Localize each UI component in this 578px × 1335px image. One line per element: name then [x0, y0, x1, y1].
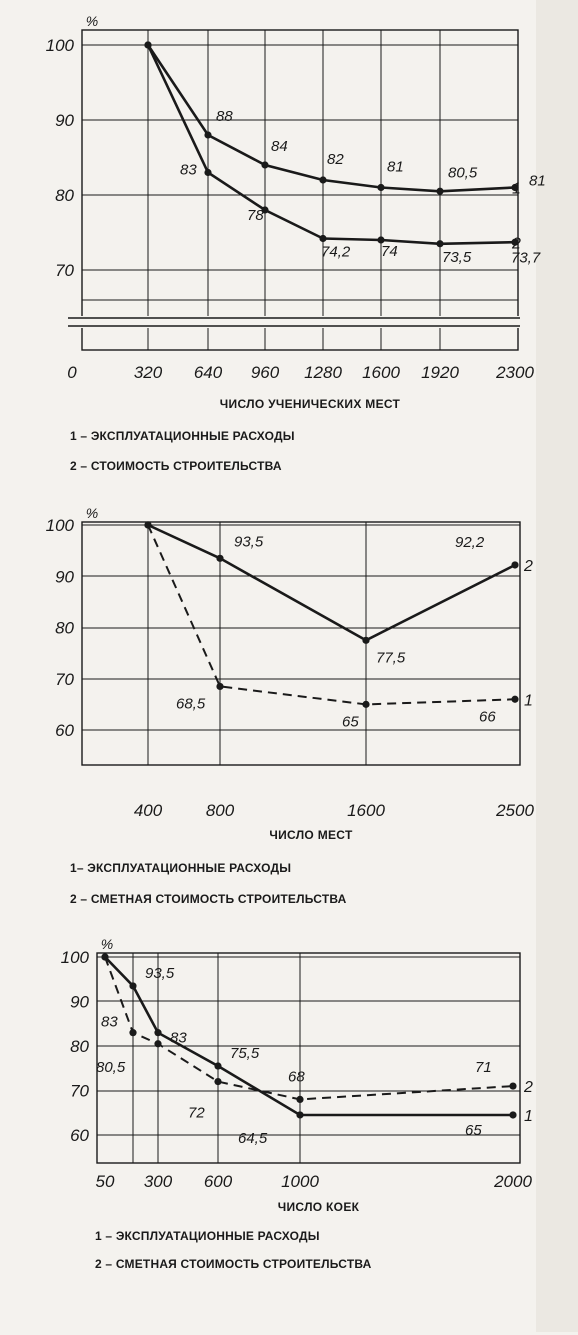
data-label: 93,5 — [234, 533, 264, 551]
data-point — [436, 240, 443, 247]
data-point — [296, 1111, 303, 1118]
data-label: 65 — [465, 1121, 482, 1139]
x-tick-label: 320 — [133, 363, 163, 382]
data-point — [296, 1096, 303, 1103]
data-label: 80,5 — [448, 164, 478, 182]
data-point — [144, 41, 151, 48]
data-point — [362, 701, 369, 708]
series-end-label: 2 — [524, 557, 533, 575]
data-point — [204, 131, 211, 138]
data-label: 78 — [247, 207, 264, 224]
data-label: 73,7 — [511, 249, 541, 267]
data-point — [101, 953, 108, 960]
legend-entry: 1– ЭКСПЛУАТАЦИОННЫЕ РАСХОДЫ — [70, 861, 292, 875]
data-label: 77,5 — [376, 649, 406, 667]
y-unit-label: % — [85, 13, 99, 29]
data-label: 64,5 — [238, 1129, 268, 1147]
data-label: 65 — [342, 713, 359, 731]
x-tick-label: 600 — [203, 1172, 233, 1191]
x-tick-label: 50 — [95, 1172, 115, 1191]
data-label: 83 — [180, 161, 197, 179]
data-label: 83 — [101, 1013, 118, 1031]
y-tick-label: 80 — [55, 618, 74, 638]
y-tick-label: 70 — [55, 261, 74, 280]
legend-entry: 2 – СТОИМОСТЬ СТРОИТЕЛЬСТВА — [70, 459, 282, 473]
data-point — [204, 169, 211, 176]
data-point — [214, 1062, 221, 1069]
x-tick-label: 800 — [205, 801, 235, 820]
data-label: 74,2 — [321, 243, 351, 261]
data-point — [319, 235, 326, 242]
legend-entry: 2 – СМЕТНАЯ СТОИМОСТЬ СТРОИТЕЛЬСТВА — [70, 892, 347, 906]
data-point — [509, 1082, 516, 1089]
chart-beds — [0, 915, 578, 1335]
x-tick-label: 2500 — [496, 801, 534, 820]
data-label: 71 — [475, 1059, 492, 1077]
x-tick-label: 1600 — [362, 363, 400, 382]
data-point — [129, 1029, 136, 1036]
data-point — [214, 1078, 221, 1085]
x-tick-label: 300 — [143, 1172, 173, 1191]
data-label: 66 — [479, 708, 496, 726]
data-point — [216, 555, 223, 562]
data-point — [511, 561, 518, 568]
data-label: 82 — [327, 151, 344, 168]
data-point — [377, 184, 384, 191]
y-unit-label: % — [100, 936, 114, 952]
x-tick-label: 2000 — [494, 1172, 532, 1191]
data-label: 81 — [387, 158, 404, 176]
y-tick-label: 60 — [55, 721, 74, 740]
series-end-label: 1 — [524, 1107, 533, 1125]
plot-frame — [97, 953, 520, 1163]
y-tick-label: 90 — [55, 567, 74, 587]
data-label: 75,5 — [230, 1045, 260, 1063]
legend-entry: 2 – СМЕТНАЯ СТОИМОСТЬ СТРОИТЕЛЬСТВА — [95, 1257, 372, 1271]
series-end-label: 2 — [524, 1079, 533, 1097]
data-label: 74 — [381, 243, 398, 260]
y-tick-label: 70 — [55, 669, 74, 689]
x-axis-title: ЧИСЛО КОЕК — [277, 1200, 360, 1214]
y-tick-label: 100 — [45, 36, 74, 55]
series-end-label: 1 — [512, 180, 521, 198]
x-tick-label: 960 — [250, 363, 280, 382]
y-tick-label: 100 — [45, 516, 74, 535]
data-label: 68,5 — [176, 695, 206, 713]
series-end-label: 1 — [524, 692, 533, 710]
x-tick-label: 1280 — [304, 363, 342, 382]
data-point — [319, 176, 326, 183]
x-axis-title: ЧИСЛО УЧЕНИЧЕСКИХ МЕСТ — [219, 397, 401, 411]
chart-places — [0, 480, 578, 906]
data-point — [436, 188, 443, 195]
data-point — [216, 683, 223, 690]
data-label: 88 — [216, 108, 233, 125]
x-tick-label: 2300 — [496, 363, 534, 382]
legend-entry: 1 – ЭКСПЛУАТАЦИОННЫЕ РАСХОДЫ — [70, 429, 295, 443]
x-tick-label: 640 — [193, 363, 223, 382]
legend-entry: 1 – ЭКСПЛУАТАЦИОННЫЕ РАСХОДЫ — [95, 1229, 320, 1243]
chart-school-places — [0, 0, 578, 480]
data-label: 72 — [188, 1104, 205, 1122]
y-unit-label: % — [85, 505, 99, 521]
data-point — [154, 1040, 161, 1047]
data-label: 84 — [271, 138, 288, 155]
series-line-2 — [148, 45, 515, 244]
x-tick-label: 1000 — [281, 1172, 319, 1191]
y-tick-label: 60 — [70, 1126, 89, 1145]
data-point — [509, 1111, 516, 1118]
x-tick-label: 400 — [133, 801, 163, 820]
data-label: 80,5 — [96, 1058, 126, 1076]
y-tick-label: 90 — [70, 992, 89, 1012]
series-line-1 — [148, 525, 515, 704]
data-label: 83 — [170, 1029, 187, 1047]
y-tick-label: 100 — [60, 948, 89, 967]
data-point — [144, 521, 151, 528]
data-point — [129, 982, 136, 989]
x-origin-label: 0 — [67, 363, 77, 382]
data-point — [511, 696, 518, 703]
series-end-label: 2 — [512, 235, 521, 253]
data-label: 68 — [288, 1068, 305, 1086]
data-label: 81 — [529, 172, 546, 190]
y-tick-label: 70 — [70, 1081, 89, 1101]
x-tick-label: 1920 — [421, 363, 459, 382]
x-axis-title: ЧИСЛО МЕСТ — [269, 828, 353, 842]
data-label: 73,5 — [442, 248, 472, 266]
data-label: 93,5 — [145, 964, 175, 982]
data-point — [261, 161, 268, 168]
y-tick-label: 80 — [55, 186, 74, 205]
data-point — [362, 637, 369, 644]
data-point — [154, 1029, 161, 1036]
y-tick-label: 90 — [55, 111, 74, 130]
y-tick-label: 80 — [70, 1037, 89, 1056]
x-tick-label: 1600 — [347, 801, 385, 820]
data-label: 92,2 — [455, 533, 485, 551]
